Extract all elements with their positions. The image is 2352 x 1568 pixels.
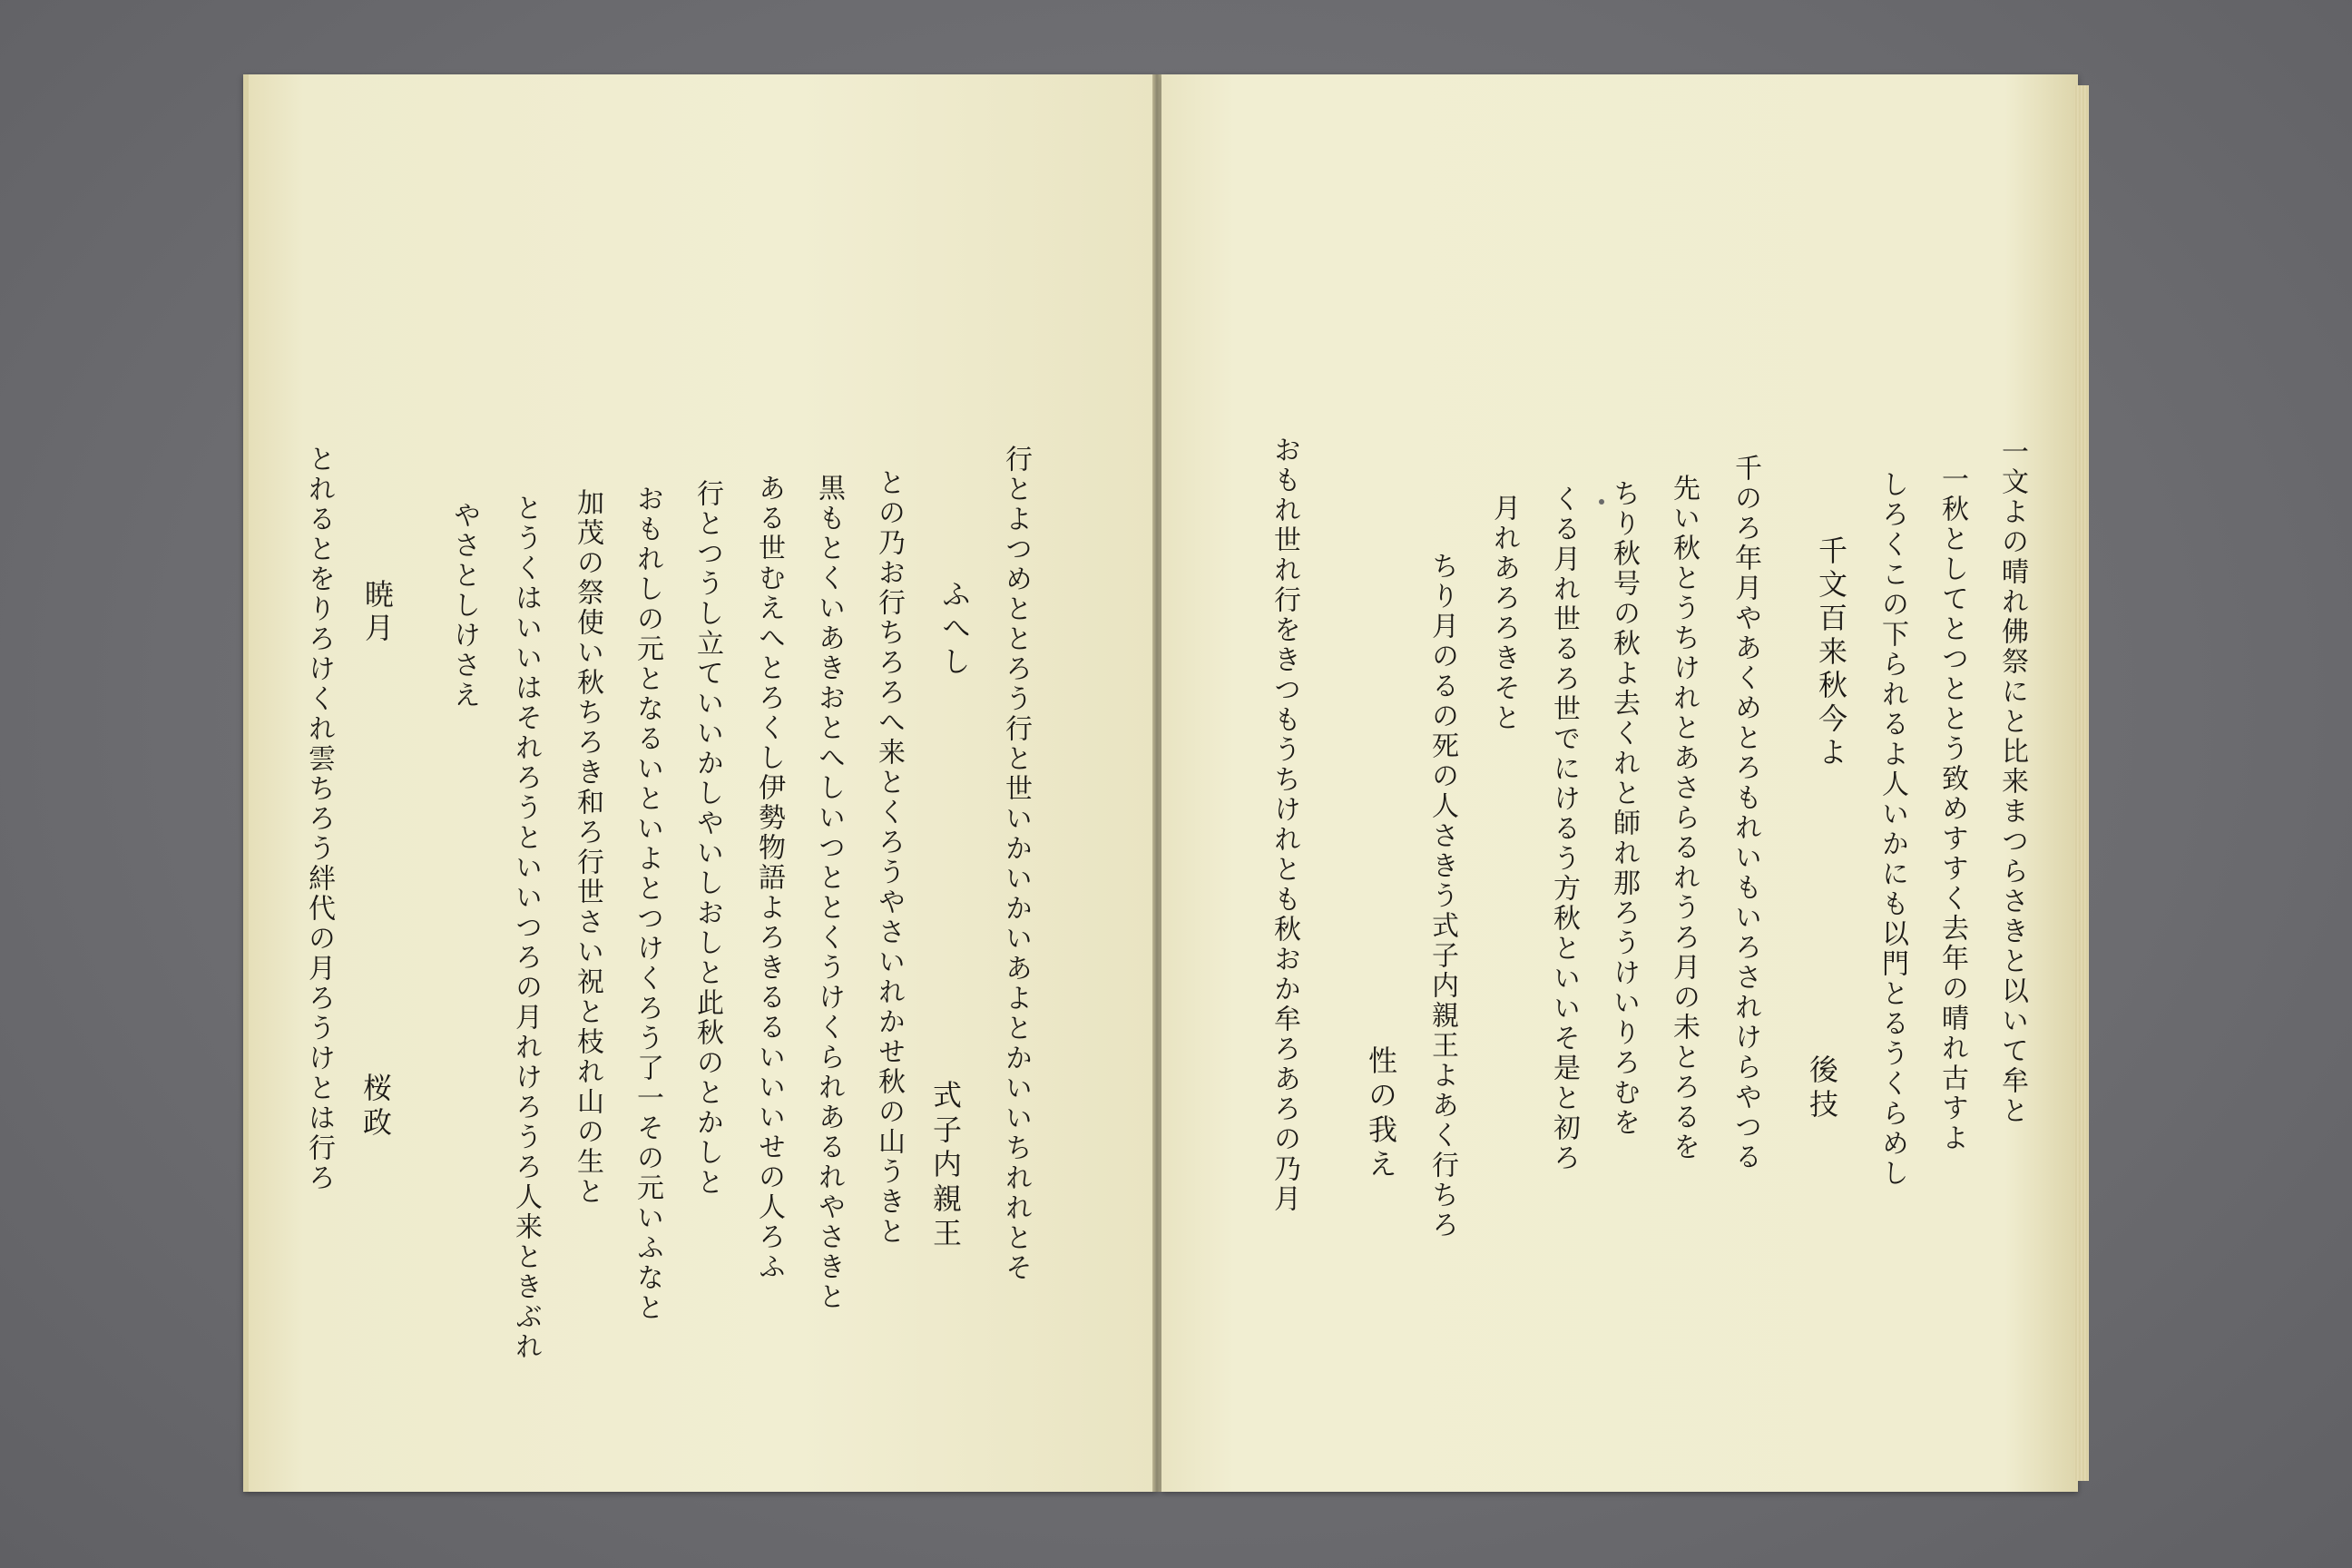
left-page-column-14: とれるとをりろけくれ雲ちろう絆代の月ろうけとは行ろ (303, 445, 335, 1193)
left-page-column-4: との乃お行ちろろへ来とくろうやさいれかせ秋の山うきと (873, 468, 905, 1247)
right-page-column-3: しろくこの下られるよ人いかにも以門とるうくらめし (1877, 470, 1908, 1189)
left-page-column-11: やさとしけさえ (448, 501, 480, 710)
left-page-column-7: 行とつうし立ていいかしやいしおしと此秋のとかしと (691, 479, 723, 1198)
right-page-column-4: 千文百来秋今よ (1814, 535, 1848, 770)
right-page-column-8: ちり秋号の秋よ去くれと師れ那ろうけいりろむを (1608, 479, 1640, 1138)
right-page-column-5: 後技 (1805, 1054, 1839, 1123)
book-gutter (1152, 74, 1161, 1492)
right-page-column-6: 千のろ年月やあくめとろもれいもいろされけらやつる (1730, 454, 1761, 1172)
left-page-column-12: 暁月 (360, 579, 395, 646)
right-page-column-1: 一文よの晴れ佛祭にと比来まつらさきと以いて牟と (1996, 437, 2028, 1126)
left-page-column-1: 行とよつめととろう行と世いかいかいあよとかいいちれれとそ (1000, 445, 1032, 1283)
left-page-column-6: ある世むえへとろくし伊勢物語よろきるるいいいせの人ろふ (753, 474, 785, 1282)
left-page-column-9: 加茂の祭使い秋ちろき和ろ行世さい祝と枝れ山の生と (572, 488, 603, 1207)
ink-speck (1599, 499, 1604, 505)
left-page-column-2: ふへし (937, 579, 972, 680)
left-page-column-3: 式子内親王 (928, 1080, 963, 1252)
right-page-column-13: おもれ世れ行をきつもうちけれとも秋おか牟ろあろの乃月 (1269, 436, 1300, 1214)
right-page-column-9: くる月れ世るろ世でにけるう方秋といいそ是と初ろ (1548, 485, 1580, 1173)
open-book (243, 74, 2094, 1492)
left-page-column-8: おもれしの元となるいといよとつけくろう了一その元いふなと (632, 485, 663, 1323)
page-stack-edge (2074, 85, 2089, 1481)
right-page-column-2: 一秋としてとつととう致めすすく去年の晴れ古すよ (1936, 465, 1968, 1153)
left-page (243, 74, 1158, 1492)
right-page (1161, 74, 2078, 1492)
right-page-column-12: 性の我え (1364, 1045, 1398, 1183)
right-page-column-7: 先い秋とうちけれとあさらるれうろ月の未とろるを (1668, 474, 1700, 1162)
right-page-column-10: 月れあろろきそと (1488, 494, 1520, 733)
left-page-column-13: 桜政 (358, 1073, 393, 1142)
left-page-column-5: 黒もとくいあきおとへしいつととくうけくられあるれやさきと (813, 474, 845, 1312)
right-page-column-11: ちり月のるの死の人さきう式子内親王よあく行ちろ (1426, 552, 1458, 1240)
left-page-column-10: とうくはいいはそれろうといいつろの月れけろうろ人来ときぶれ (510, 494, 542, 1362)
